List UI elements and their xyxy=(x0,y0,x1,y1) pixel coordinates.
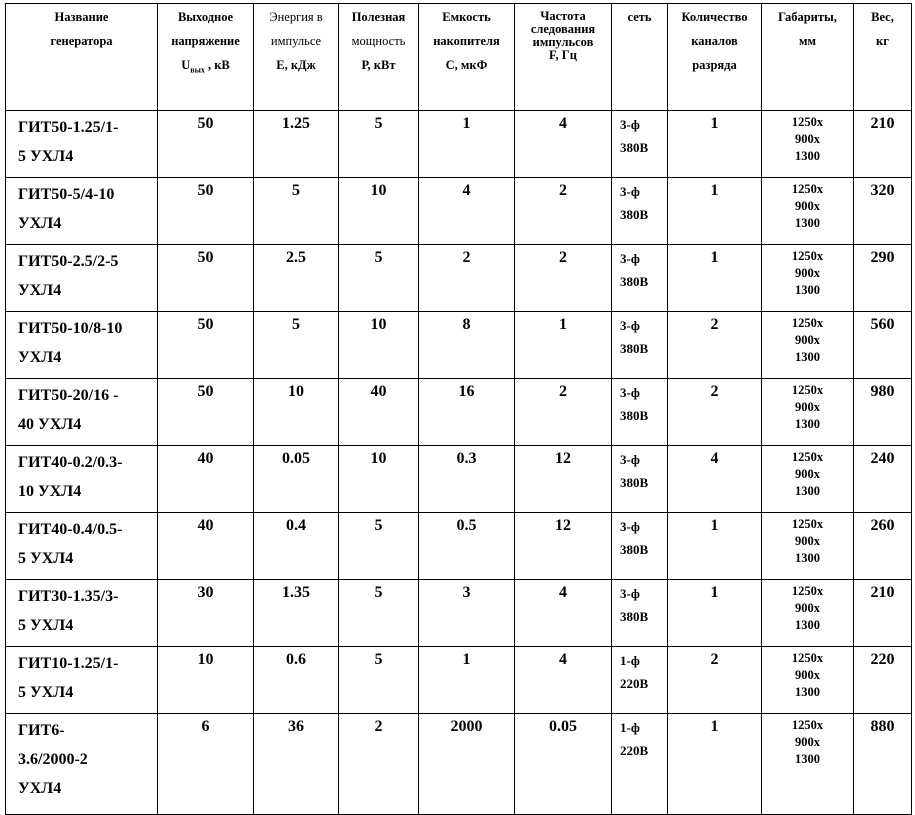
cell-name: ГИТ6- 3.6/2000-2 УХЛ4 xyxy=(6,714,158,815)
cell-power: 5 xyxy=(339,245,419,312)
cell-weight: 210 xyxy=(854,580,912,647)
cell-energy: 1.35 xyxy=(254,580,339,647)
table-row xyxy=(6,178,912,245)
cell-voltage: 50 xyxy=(158,178,254,245)
header-freq: Частота следования импульсов F, Гц xyxy=(515,4,612,111)
cell-dims: 1250х 900х 1300 xyxy=(762,379,854,446)
table-row xyxy=(6,312,912,379)
cell-channels: 1 xyxy=(668,178,762,245)
cell-power: 40 xyxy=(339,379,419,446)
cell-net: 3-ф 380В xyxy=(612,245,668,312)
cell-net: 3-ф 380В xyxy=(612,312,668,379)
cell-voltage: 40 xyxy=(158,513,254,580)
generator-table xyxy=(5,3,912,815)
header-energy: Энергия в импульсе Е, кДж xyxy=(254,4,339,111)
cell-dims: 1250х 900х 1300 xyxy=(762,245,854,312)
cell-weight: 980 xyxy=(854,379,912,446)
cell-energy: 10 xyxy=(254,379,339,446)
cell-name: ГИТ50-5/4-10 УХЛ4 xyxy=(6,178,158,245)
cell-name: ГИТ50-10/8-10 УХЛ4 xyxy=(6,312,158,379)
cell-freq: 12 xyxy=(515,446,612,513)
header-power: Полезная мощность Р, кВт xyxy=(339,4,419,111)
cell-capacity: 2000 xyxy=(419,714,515,815)
cell-channels: 2 xyxy=(668,647,762,714)
cell-capacity: 2 xyxy=(419,245,515,312)
table-row xyxy=(6,647,912,714)
cell-weight: 240 xyxy=(854,446,912,513)
cell-net: 3-ф 380В xyxy=(612,111,668,178)
cell-net: 3-ф 380В xyxy=(612,580,668,647)
cell-channels: 2 xyxy=(668,379,762,446)
cell-name: ГИТ50-20/16 - 40 УХЛ4 xyxy=(6,379,158,446)
table-row xyxy=(6,513,912,580)
cell-freq: 4 xyxy=(515,580,612,647)
cell-capacity: 0.5 xyxy=(419,513,515,580)
cell-freq: 0.05 xyxy=(515,714,612,815)
header-weight: Вес, кг xyxy=(854,4,912,111)
cell-channels: 2 xyxy=(668,312,762,379)
cell-energy: 0.6 xyxy=(254,647,339,714)
cell-power: 10 xyxy=(339,446,419,513)
cell-name: ГИТ40-0.4/0.5- 5 УХЛ4 xyxy=(6,513,158,580)
cell-weight: 880 xyxy=(854,714,912,815)
cell-voltage: 50 xyxy=(158,111,254,178)
cell-net: 3-ф 380В xyxy=(612,446,668,513)
cell-power: 10 xyxy=(339,312,419,379)
cell-voltage: 10 xyxy=(158,647,254,714)
cell-freq: 4 xyxy=(515,647,612,714)
cell-power: 2 xyxy=(339,714,419,815)
table-row xyxy=(6,714,912,815)
table-row xyxy=(6,379,912,446)
cell-capacity: 4 xyxy=(419,178,515,245)
cell-channels: 4 xyxy=(668,446,762,513)
table-body xyxy=(6,111,912,815)
table-row xyxy=(6,245,912,312)
cell-weight: 290 xyxy=(854,245,912,312)
header-row xyxy=(6,4,912,111)
cell-dims: 1250х 900х 1300 xyxy=(762,111,854,178)
cell-energy: 36 xyxy=(254,714,339,815)
cell-capacity: 3 xyxy=(419,580,515,647)
cell-channels: 1 xyxy=(668,714,762,815)
cell-weight: 560 xyxy=(854,312,912,379)
cell-energy: 0.4 xyxy=(254,513,339,580)
header-voltage: Выходное напряжение $U_{вых}$ , кВ xyxy=(158,4,254,111)
cell-power: 10 xyxy=(339,178,419,245)
cell-net: 3-ф 380В xyxy=(612,178,668,245)
cell-power: 5 xyxy=(339,513,419,580)
cell-energy: 1.25 xyxy=(254,111,339,178)
cell-dims: 1250х 900х 1300 xyxy=(762,312,854,379)
table-row xyxy=(6,111,912,178)
cell-channels: 1 xyxy=(668,111,762,178)
header-channels: Количество каналов разряда xyxy=(668,4,762,111)
cell-power: 5 xyxy=(339,580,419,647)
cell-freq: 2 xyxy=(515,379,612,446)
cell-net: 1-ф 220В xyxy=(612,647,668,714)
cell-channels: 1 xyxy=(668,513,762,580)
cell-dims: 1250х 900х 1300 xyxy=(762,647,854,714)
header-capacity: Емкость накопителя С, мкФ xyxy=(419,4,515,111)
cell-voltage: 30 xyxy=(158,580,254,647)
cell-voltage: 50 xyxy=(158,312,254,379)
cell-name: ГИТ30-1.35/3- 5 УХЛ4 xyxy=(6,580,158,647)
cell-weight: 260 xyxy=(854,513,912,580)
cell-dims: 1250х 900х 1300 xyxy=(762,446,854,513)
cell-net: 3-ф 380В xyxy=(612,379,668,446)
cell-power: 5 xyxy=(339,647,419,714)
cell-weight: 320 xyxy=(854,178,912,245)
cell-capacity: 8 xyxy=(419,312,515,379)
cell-energy: 0.05 xyxy=(254,446,339,513)
cell-dims: 1250х 900х 1300 xyxy=(762,580,854,647)
cell-channels: 1 xyxy=(668,580,762,647)
table-row xyxy=(6,446,912,513)
cell-name: ГИТ40-0.2/0.3- 10 УХЛ4 xyxy=(6,446,158,513)
cell-voltage: 50 xyxy=(158,245,254,312)
cell-name: ГИТ50-1.25/1- 5 УХЛ4 xyxy=(6,111,158,178)
cell-energy: 5 xyxy=(254,178,339,245)
cell-capacity: 0.3 xyxy=(419,446,515,513)
cell-name: ГИТ10-1.25/1- 5 УХЛ4 xyxy=(6,647,158,714)
cell-freq: 4 xyxy=(515,111,612,178)
cell-capacity: 1 xyxy=(419,111,515,178)
header-net: сеть xyxy=(612,4,668,111)
cell-voltage: 6 xyxy=(158,714,254,815)
cell-weight: 220 xyxy=(854,647,912,714)
cell-net: 1-ф 220В xyxy=(612,714,668,815)
cell-channels: 1 xyxy=(668,245,762,312)
cell-voltage: 50 xyxy=(158,379,254,446)
cell-weight: 210 xyxy=(854,111,912,178)
cell-voltage: 40 xyxy=(158,446,254,513)
cell-power: 5 xyxy=(339,111,419,178)
cell-freq: 2 xyxy=(515,245,612,312)
cell-capacity: 1 xyxy=(419,647,515,714)
cell-energy: 5 xyxy=(254,312,339,379)
cell-name: ГИТ50-2.5/2-5 УХЛ4 xyxy=(6,245,158,312)
cell-freq: 1 xyxy=(515,312,612,379)
header-dims: Габариты, мм xyxy=(762,4,854,111)
header-name: Название генератора xyxy=(6,4,158,111)
cell-freq: 2 xyxy=(515,178,612,245)
cell-net: 3-ф 380В xyxy=(612,513,668,580)
cell-dims: 1250х 900х 1300 xyxy=(762,178,854,245)
cell-capacity: 16 xyxy=(419,379,515,446)
cell-energy: 2.5 xyxy=(254,245,339,312)
cell-dims: 1250х 900х 1300 xyxy=(762,513,854,580)
table-row xyxy=(6,580,912,647)
cell-freq: 12 xyxy=(515,513,612,580)
cell-dims: 1250х 900х 1300 xyxy=(762,714,854,815)
